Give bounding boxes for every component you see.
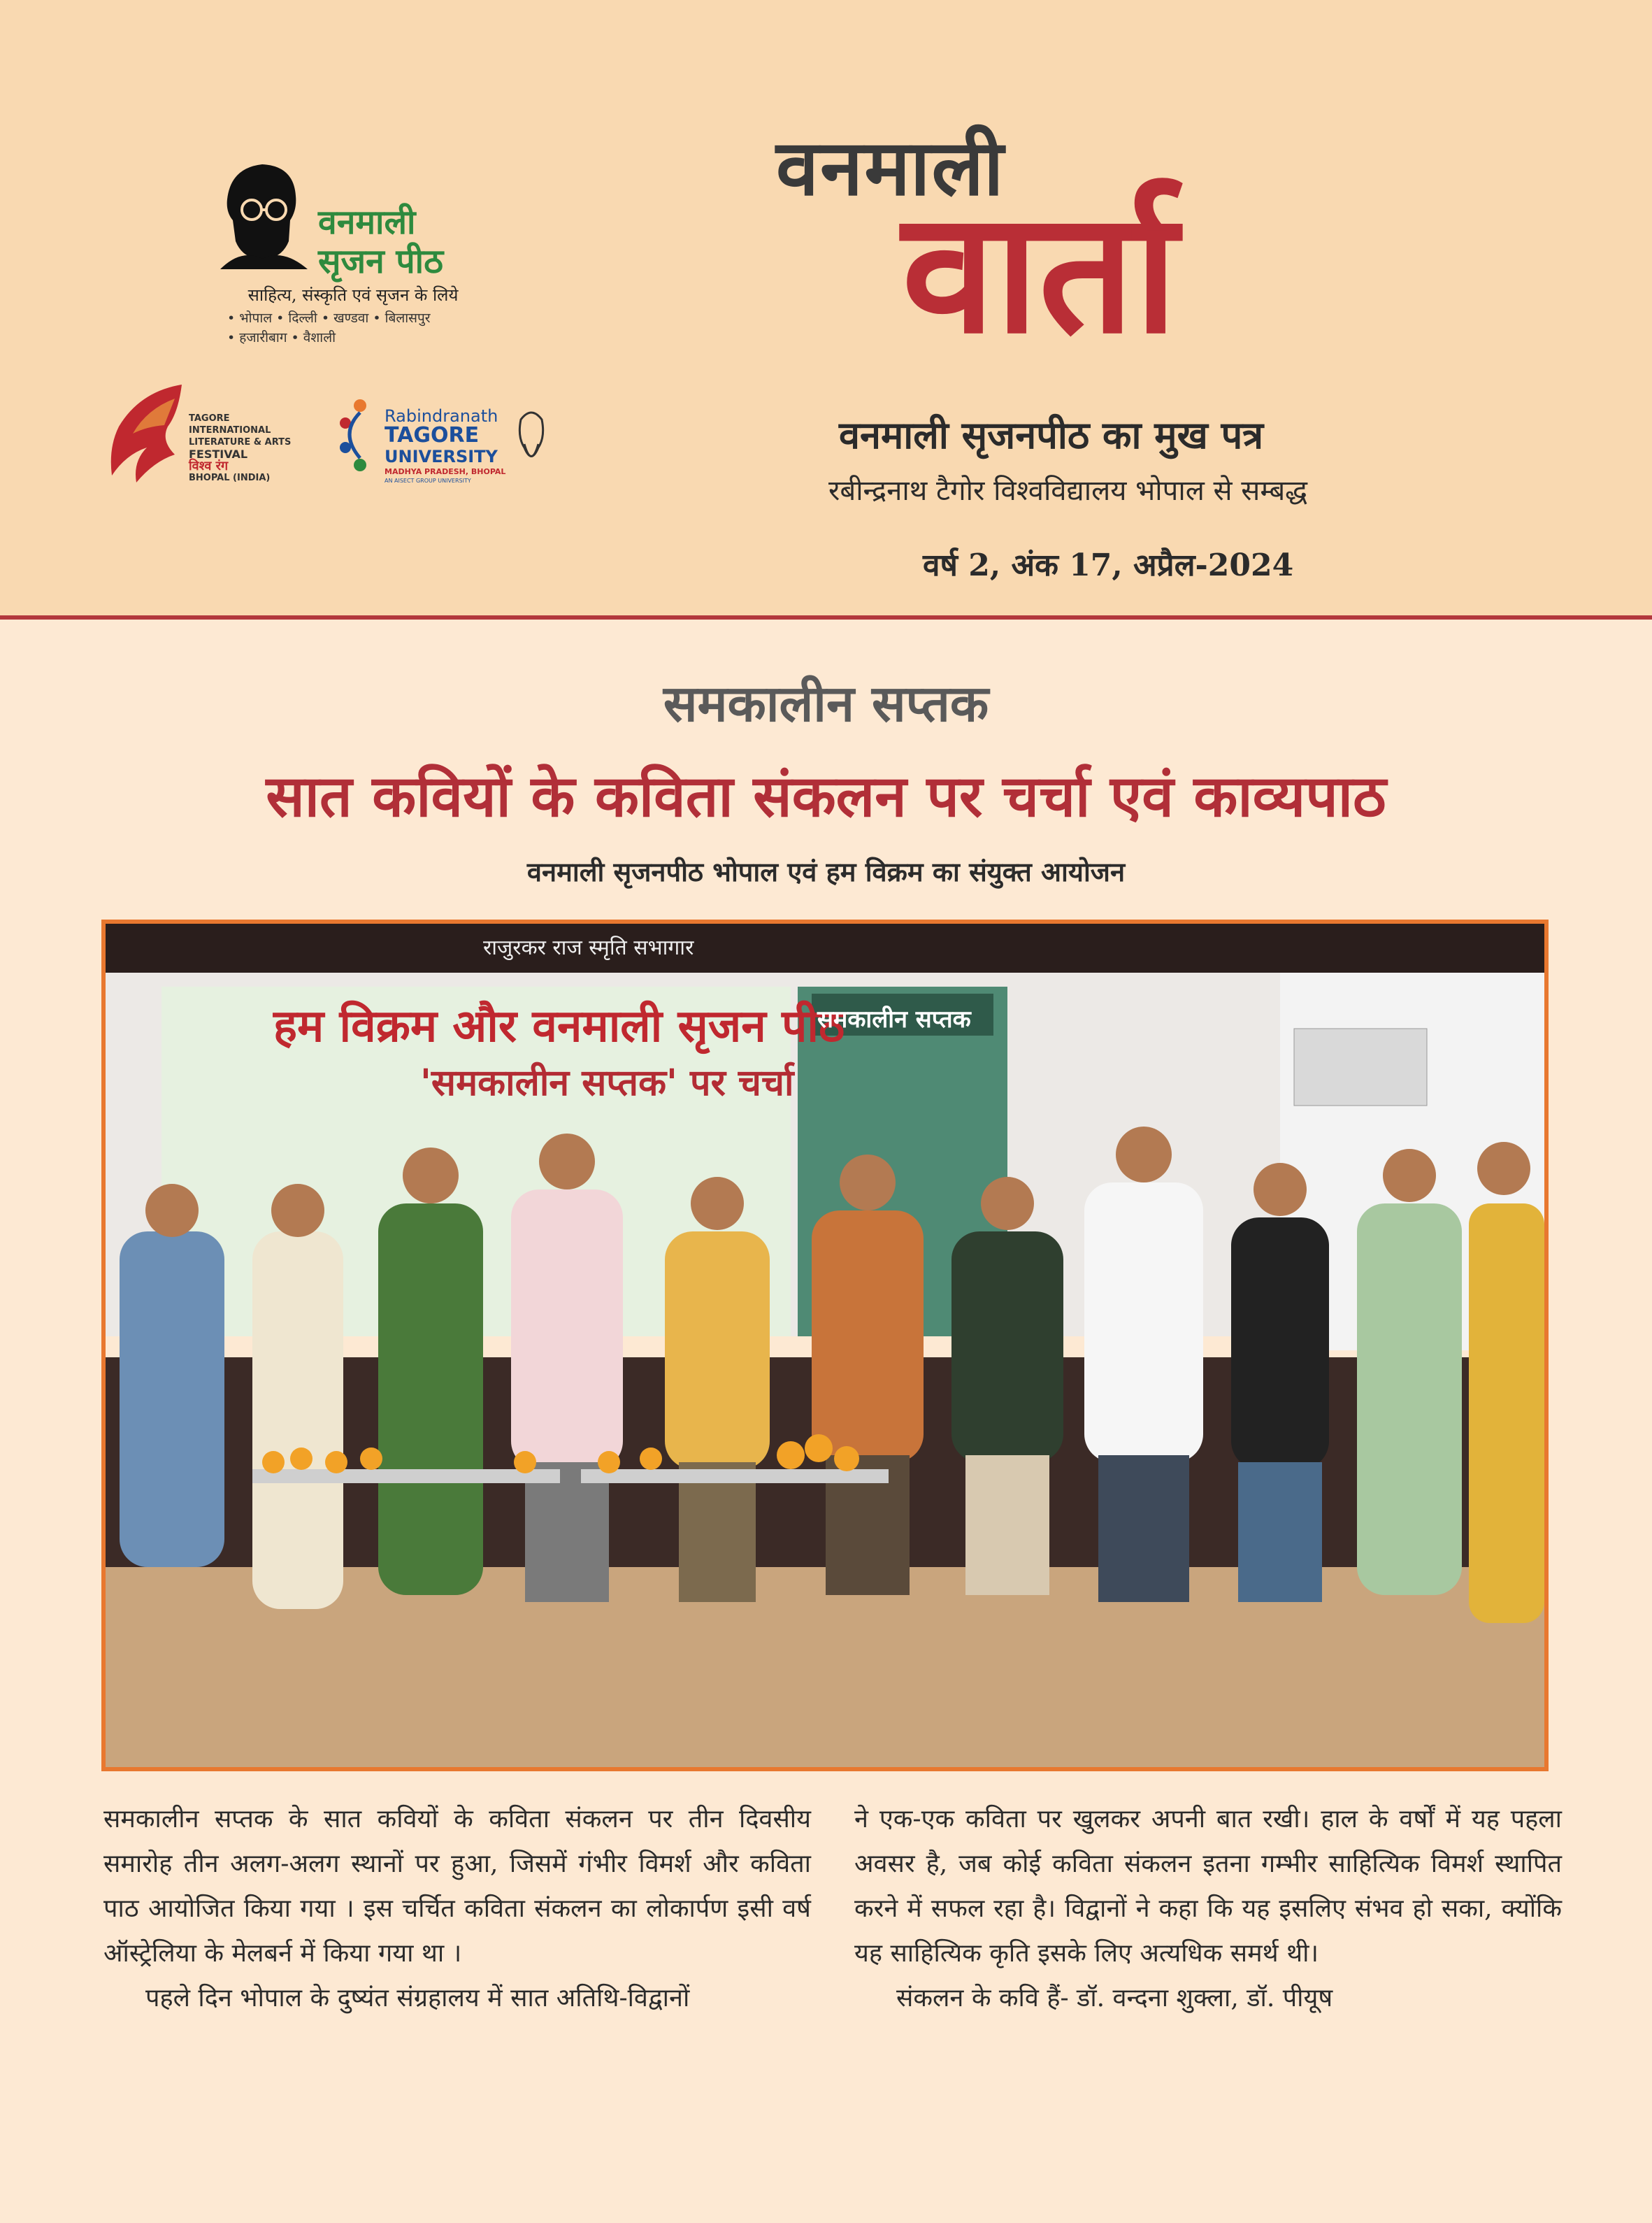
org-name-line1: वनमाली [318, 203, 416, 242]
wing-icon [98, 378, 189, 496]
org-cities [227, 308, 465, 348]
vishwarang-festival-logo [98, 378, 301, 496]
partner-logos [98, 378, 573, 496]
festival-line5: BHOPAL (INDIA) [189, 473, 271, 483]
event-photo [101, 920, 1549, 1771]
rtu-line4: MADHYA PRADESH, BHOPAL [385, 467, 506, 476]
poet-portrait-icon [213, 157, 311, 269]
festival-line3: FESTIVAL [189, 448, 248, 461]
hall-name: राजुरकर राज स्मृति सभागार [483, 936, 694, 960]
tagore-university-logo [336, 392, 559, 489]
article-byline: वनमाली सृजनपीठ भोपाल एवं हम विक्रम का संयुक्त आयोजन [526, 856, 1126, 887]
article-headline: सात कवियों के कविता संकलन पर चर्चा एवं काव्यपाठ [266, 763, 1386, 830]
festival-line4: विश्व रंग [189, 459, 229, 473]
org-name [318, 203, 443, 281]
festival-text [189, 413, 301, 484]
rtu-line2: TAGORE [385, 423, 480, 448]
university-emblem-icon [336, 392, 385, 483]
org-tagline: साहित्य, संस्कृति एवं सृजन के लिये [247, 285, 459, 305]
article-column-left [103, 1797, 811, 2021]
rtu-line1: Rabindranath [385, 406, 498, 426]
org-cities-line1: • भोपाल • दिल्ली • खण्डवा • बिलासपुर [227, 310, 431, 326]
article-paragraph: संकलन के कवि हैं- डॉ. वन्दना शुक्ला, डॉ. पीयूष [896, 1984, 1333, 2013]
newsletter-affiliation: रबीन्द्रनाथ टैगोर विश्वविद्यालय भोपाल से सम्बद्ध [828, 475, 1308, 507]
banner-title: हम विक्रम और वनमाली सृजन पीठ [273, 1001, 845, 1052]
article-kicker: समकालीन सप्तक [663, 673, 989, 733]
vanmali-srijan-peeth-logo [199, 143, 479, 367]
article-paragraph: ने एक-एक कविता पर खुलकर अपनी बात रखी। हाल के वर्षों में यह पहला अवसर है, जब कोई कविता संकलन इतना गम्भीर साहित्यिक विमर्श स्थापित करने में सफल रहा है। विद्वानों ने कहा कि यह इसलिए संभव हो सका, क्योंकि यह साहित्यिक कृति इसके लिए अत्यधिक समर्थ थी। [854, 1805, 1562, 1968]
tagore-portrait-icon [510, 406, 552, 469]
university-text [385, 407, 505, 485]
org-cities-line2: • हजारीबाग • वैशाली [227, 330, 336, 345]
newsletter-title-small: वनमाली [776, 123, 1005, 213]
festival-line2: LITERATURE & ARTS [189, 437, 292, 448]
rtu-line3: UNIVERSITY [385, 447, 498, 466]
article-paragraph: पहले दिन भोपाल के दुष्यंत संग्रहालय में सात अतिथि-विद्वानों [145, 1984, 690, 2013]
article-paragraph: समकालीन सप्तक के सात कवियों के कविता संकलन पर तीन दिवसीय समारोह तीन अलग-अलग स्थानों पर हुआ, जिसमें गंभीर विमर्श और कविता पाठ आयोजित किया गया । इस चर्चित कविता संकलन का लोकार्पण इसी वर्ष ऑस्ट्रेलिया के मेलबर्न में किया गया था । [103, 1805, 811, 1968]
book-poster-title: समकालीन सप्तक [817, 1006, 971, 1034]
newsletter-title-big: वार्ता [902, 175, 1178, 371]
article-column-right [854, 1797, 1562, 2021]
rtu-line5: AN AISECT GROUP UNIVERSITY [385, 478, 471, 484]
newsletter-subtitle: वनमाली सृजनपीठ का मुख पत्र [839, 413, 1264, 457]
banner-subtitle: 'समकालीन सप्तक' पर चर्चा [420, 1062, 794, 1104]
issue-info: वर्ष 2, अंक 17, अप्रैल-2024 [923, 548, 1294, 583]
masthead [0, 0, 1652, 620]
org-name-line2: सृजन पीठ [318, 242, 443, 281]
festival-line1: TAGORE INTERNATIONAL [189, 413, 271, 436]
